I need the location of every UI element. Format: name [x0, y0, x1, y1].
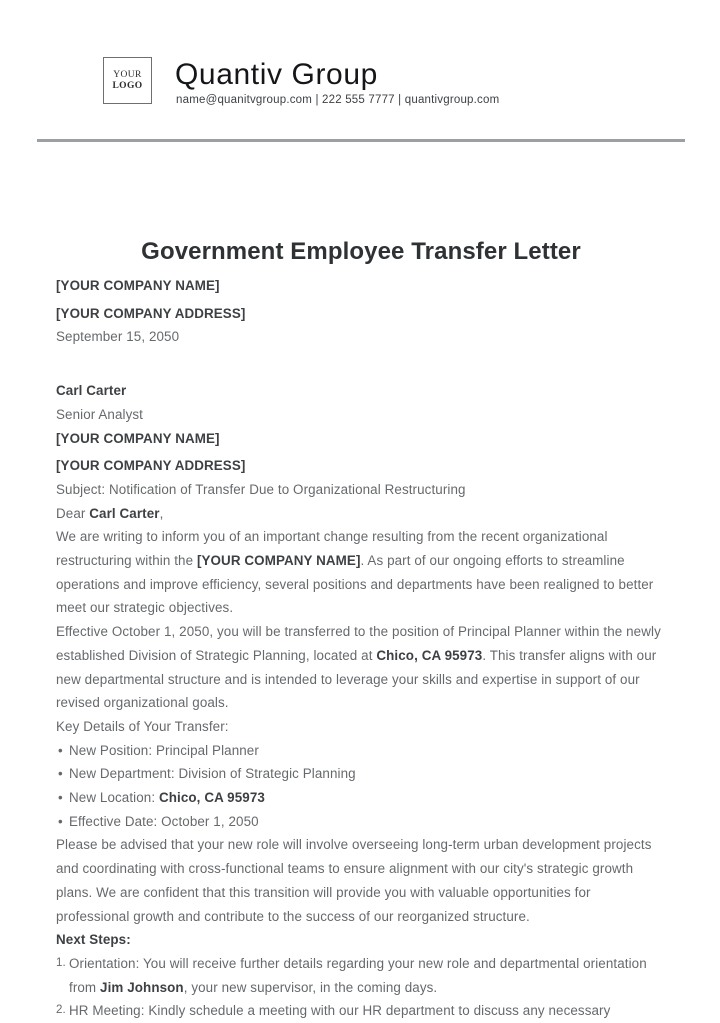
company-contact-info: name@quanitvgroup.com | 222 555 7777 | quantivgroup.com: [176, 94, 500, 106]
text-run: Please be advised that your new role will involve overseeing long-term urban development projects and coordinating with cross-functional teams to ensure alignment with our city's strategic growth plans. We are confident that this transition will provide you with valuable opportunities for professional growth and contribute to the success of our reorganized structure.: [56, 837, 652, 924]
text-run: New Department: Division of Strategic Planning: [69, 766, 356, 782]
header-divider: [37, 139, 685, 142]
bullet-item: [56, 810, 666, 834]
text-run: . As part of our ongoing efforts to streamline operations and improve efficiency, several positions and departments have been realigned to better meet our strategic objectives.: [56, 553, 654, 616]
letter-line: [56, 478, 666, 502]
bullet-marker-icon: •: [58, 766, 63, 782]
letter-title: Government Employee Transfer Letter: [141, 238, 581, 265]
bullet-list: [56, 739, 666, 834]
text-run: New Location:: [69, 790, 159, 806]
list-number: 1.: [56, 956, 66, 969]
letter-line: [56, 928, 666, 952]
letter-line: [56, 403, 666, 427]
text-run: Subject: Notification of Transfer Due to Organizational Restructuring: [56, 481, 466, 497]
numbered-list: [56, 952, 666, 1023]
bold-text-run: Carl Carter: [56, 383, 127, 399]
letter-content: [56, 236, 666, 1023]
bold-text-run: [YOUR COMPANY ADDRESS]: [56, 305, 246, 321]
bold-text-run: [YOUR COMPANY NAME]: [56, 430, 220, 446]
letter-line: [56, 454, 666, 478]
bold-text-run: [YOUR COMPANY NAME]: [56, 278, 220, 293]
letter-paragraph: [56, 525, 666, 620]
text-run: Orientation: You will receive further details regarding your new role and departmental orientation from: [69, 955, 647, 995]
bold-text-run: Chico, CA 95973: [158, 790, 265, 806]
text-run: Senior Analyst: [56, 406, 144, 422]
text-run: Effective October 1, 2050, you will be transferred to the position of Principal Planner within the newly established Division of Strategic Planning, located at: [56, 624, 661, 663]
bold-text-run: Next Steps:: [56, 932, 131, 948]
bold-text-run: Chico, CA 95973: [376, 647, 483, 663]
text-run: September 15, 2050: [56, 329, 180, 345]
bold-text-run: Carl Carter: [89, 505, 160, 521]
text-run: We are writing to inform you of an important change resulting from the recent organizational restructuring within the: [56, 529, 608, 569]
logo-text-line1: YOUR: [113, 70, 142, 80]
letter-paragraph: [56, 620, 666, 715]
text-run: ,: [159, 505, 164, 521]
company-logo: [103, 57, 152, 104]
letter-line: [56, 379, 666, 403]
bullet-marker-icon: •: [58, 790, 63, 806]
letterhead: [0, 0, 720, 142]
text-run: Dear: [56, 505, 90, 521]
bullet-item: [56, 762, 666, 786]
letter-line: [56, 502, 666, 526]
company-name: Quantiv Group: [175, 58, 378, 91]
text-run: New Position: Principal Planner: [69, 742, 259, 758]
numbered-item: [56, 952, 666, 999]
bold-text-run: Jim Johnson: [100, 979, 184, 995]
letter-line: [56, 302, 666, 326]
numbered-item: [56, 999, 666, 1023]
text-run: . This transfer aligns with our new departmental structure and is intended to leverage your skills and expertise in support of our revised organizational goals.: [56, 647, 657, 711]
letter-line: [56, 427, 666, 451]
logo-text-line2: LOGO: [112, 80, 143, 91]
letter-line: [56, 325, 666, 349]
bold-text-run: [YOUR COMPANY NAME]: [196, 553, 361, 569]
letter-line: [56, 274, 666, 298]
letter-paragraph: [56, 833, 666, 928]
text-run: HR Meeting: Kindly schedule a meeting with our HR department to discuss any necessary: [69, 1003, 611, 1019]
list-number: 2.: [56, 1004, 66, 1017]
bullet-item: [56, 739, 666, 763]
letter-body: [56, 274, 666, 1023]
bold-text-run: [YOUR COMPANY ADDRESS]: [56, 458, 246, 474]
text-run: Effective Date: October 1, 2050: [69, 813, 259, 829]
letter-line: [56, 715, 666, 739]
bullet-item: [56, 786, 666, 810]
bullet-marker-icon: •: [58, 813, 63, 829]
text-run: Key Details of Your Transfer:: [56, 718, 229, 734]
text-run: , your new supervisor, in the coming days.: [183, 979, 438, 995]
bullet-marker-icon: •: [58, 742, 63, 758]
